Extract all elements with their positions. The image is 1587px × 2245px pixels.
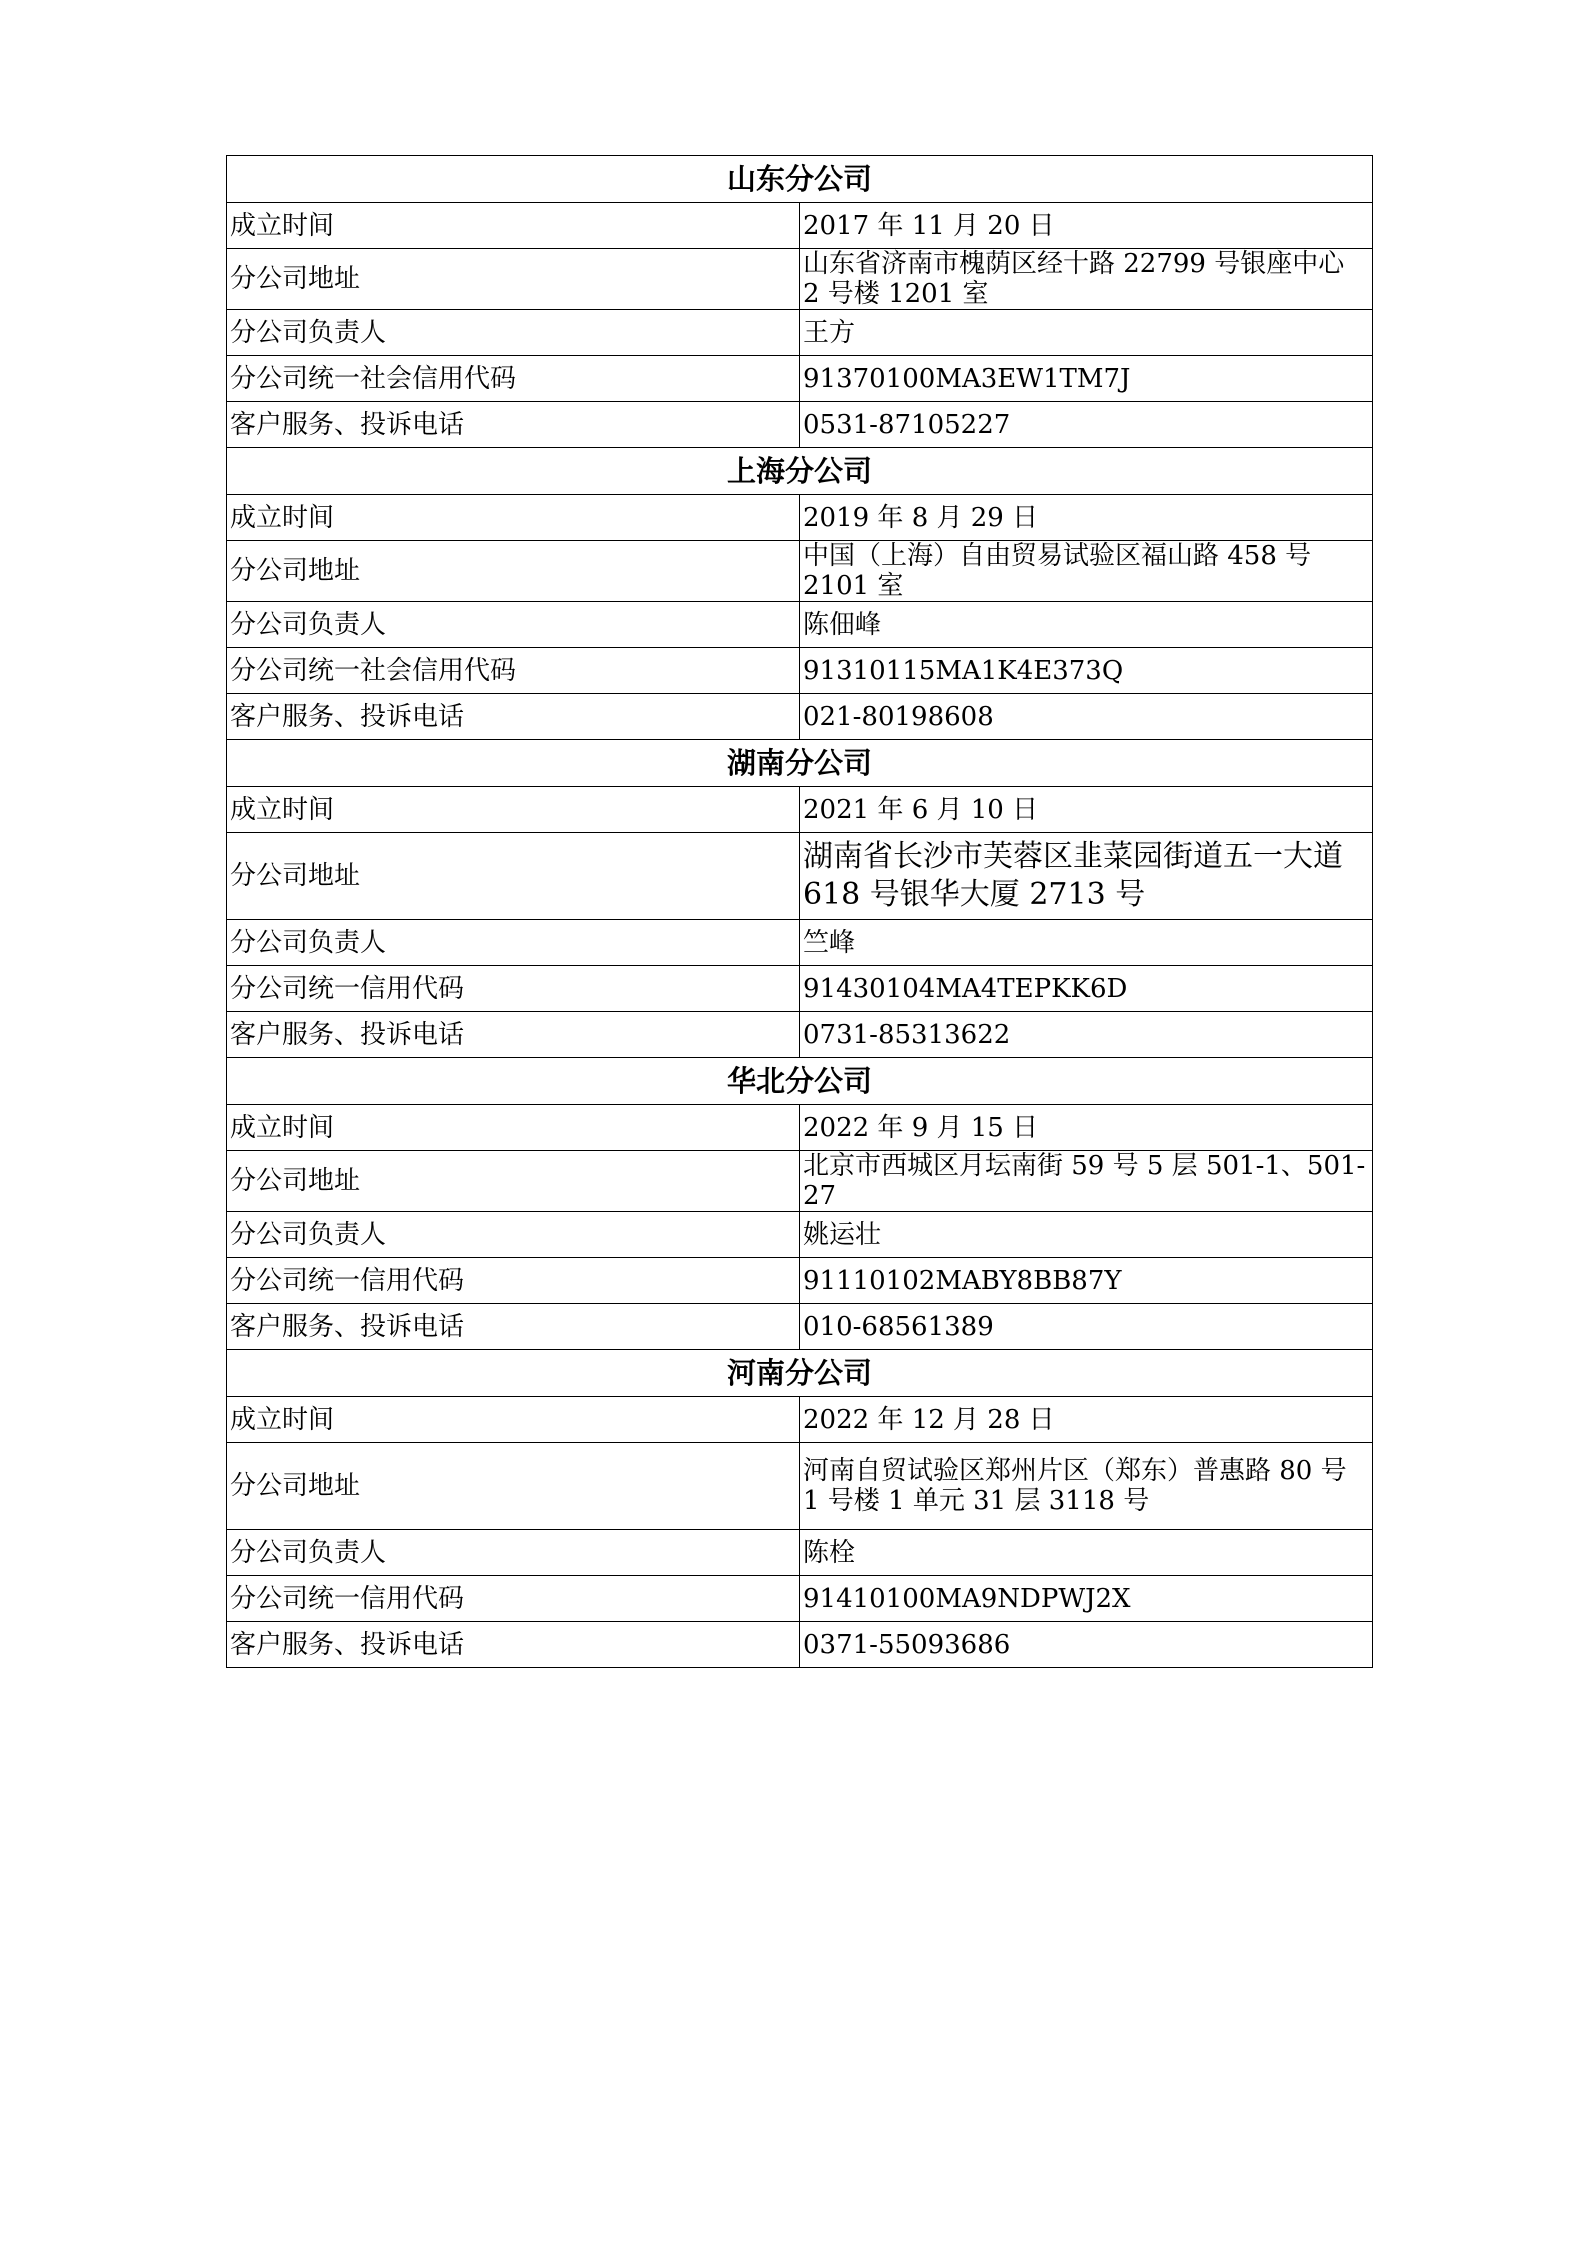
table-row [227, 1397, 1373, 1443]
row-value: 0731-85313622 [800, 1012, 1373, 1058]
section-title: 湖南分公司 [227, 740, 1373, 787]
table-row [227, 1576, 1373, 1622]
table-row [227, 402, 1373, 448]
table-row [227, 203, 1373, 249]
table-row [227, 1105, 1373, 1151]
section-header-row [227, 740, 1373, 787]
row-label: 分公司地址 [227, 541, 800, 602]
row-label: 成立时间 [227, 495, 800, 541]
row-value: 姚运壮 [800, 1212, 1373, 1258]
table-row [227, 648, 1373, 694]
row-label: 分公司地址 [227, 249, 800, 310]
row-label: 分公司统一信用代码 [227, 966, 800, 1012]
table-row [227, 310, 1373, 356]
row-label: 成立时间 [227, 203, 800, 249]
row-label: 分公司地址 [227, 1443, 800, 1530]
row-value: 2019 年 8 月 29 日 [800, 495, 1373, 541]
row-value: 2017 年 11 月 20 日 [800, 203, 1373, 249]
table-row [227, 1258, 1373, 1304]
row-value: 河南自贸试验区郑州片区（郑东）普惠路 80 号 1 号楼 1 单元 31 层 3118 号 [800, 1443, 1373, 1530]
row-label: 分公司地址 [227, 1151, 800, 1212]
table-row [227, 1012, 1373, 1058]
section-header-row [227, 1058, 1373, 1105]
row-label: 客户服务、投诉电话 [227, 402, 800, 448]
row-value: 021-80198608 [800, 694, 1373, 740]
row-label: 客户服务、投诉电话 [227, 1012, 800, 1058]
table-row [227, 1151, 1373, 1212]
section-header-row [227, 1350, 1373, 1397]
row-label: 客户服务、投诉电话 [227, 694, 800, 740]
table-row [227, 1443, 1373, 1530]
section-title: 上海分公司 [227, 448, 1373, 495]
table-row [227, 1622, 1373, 1668]
row-value: 91370100MA3EW1TM7J [800, 356, 1373, 402]
table-row [227, 787, 1373, 833]
row-value: 2022 年 9 月 15 日 [800, 1105, 1373, 1151]
table-row [227, 1530, 1373, 1576]
row-label: 客户服务、投诉电话 [227, 1304, 800, 1350]
table-row [227, 602, 1373, 648]
section-title: 山东分公司 [227, 156, 1373, 203]
row-value: 中国（上海）自由贸易试验区福山路 458 号 2101 室 [800, 541, 1373, 602]
row-label: 分公司负责人 [227, 602, 800, 648]
row-label: 分公司统一社会信用代码 [227, 648, 800, 694]
table-row [227, 920, 1373, 966]
row-value: 91310115MA1K4E373Q [800, 648, 1373, 694]
row-label: 客户服务、投诉电话 [227, 1622, 800, 1668]
row-label: 成立时间 [227, 1397, 800, 1443]
row-value: 91430104MA4TEPKK6D [800, 966, 1373, 1012]
table-row [227, 1304, 1373, 1350]
row-label: 分公司负责人 [227, 1212, 800, 1258]
row-value: 2021 年 6 月 10 日 [800, 787, 1373, 833]
row-value: 2022 年 12 月 28 日 [800, 1397, 1373, 1443]
row-value: 010-68561389 [800, 1304, 1373, 1350]
section-header-row [227, 448, 1373, 495]
row-value: 湖南省长沙市芙蓉区韭菜园街道五一大道 618 号银华大厦 2713 号 [800, 833, 1373, 920]
row-value: 竺峰 [800, 920, 1373, 966]
section-header-row [227, 156, 1373, 203]
table-row [227, 356, 1373, 402]
row-label: 分公司统一社会信用代码 [227, 356, 800, 402]
section-title: 华北分公司 [227, 1058, 1373, 1105]
row-value: 91110102MABY8BB87Y [800, 1258, 1373, 1304]
row-label: 成立时间 [227, 1105, 800, 1151]
table-row [227, 833, 1373, 920]
row-label: 分公司负责人 [227, 310, 800, 356]
section-title: 河南分公司 [227, 1350, 1373, 1397]
table-row [227, 249, 1373, 310]
table-row [227, 694, 1373, 740]
row-value: 王方 [800, 310, 1373, 356]
branch-info-table [226, 155, 1373, 1668]
row-label: 分公司负责人 [227, 1530, 800, 1576]
row-value: 陈栓 [800, 1530, 1373, 1576]
table-row [227, 541, 1373, 602]
row-value: 山东省济南市槐荫区经十路 22799 号银座中心 2 号楼 1201 室 [800, 249, 1373, 310]
row-value: 陈佃峰 [800, 602, 1373, 648]
row-label: 分公司地址 [227, 833, 800, 920]
table-row [227, 1212, 1373, 1258]
row-label: 分公司负责人 [227, 920, 800, 966]
row-label: 分公司统一信用代码 [227, 1576, 800, 1622]
row-value: 91410100MA9NDPWJ2X [800, 1576, 1373, 1622]
row-label: 分公司统一信用代码 [227, 1258, 800, 1304]
table-row [227, 495, 1373, 541]
row-value: 0531-87105227 [800, 402, 1373, 448]
row-value: 北京市西城区月坛南街 59 号 5 层 501-1、501-27 [800, 1151, 1373, 1212]
table-row [227, 966, 1373, 1012]
row-label: 成立时间 [227, 787, 800, 833]
row-value: 0371-55093686 [800, 1622, 1373, 1668]
